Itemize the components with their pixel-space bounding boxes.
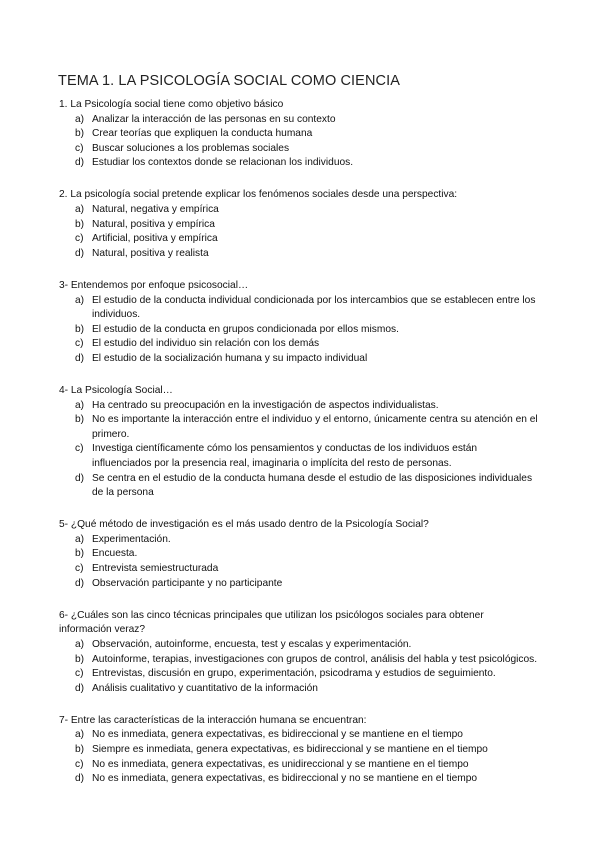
question-1: [59, 98, 539, 171]
question-text: 6- ¿Cuáles son las cinco técnicas principales que utilizan los psicólogos sociales para obtener información veraz?: [59, 609, 484, 636]
option-label: a): [75, 729, 85, 741]
option-text: El estudio de la conducta individual condicionada por los intercambios que se establecen entre los individuos.: [92, 294, 536, 321]
option-c: [59, 142, 539, 157]
option-c: [59, 562, 539, 577]
option-text: Observación participante y no participante: [92, 577, 283, 589]
option-label: c): [75, 563, 84, 575]
option-text: Buscar soluciones a los problemas sociales: [92, 142, 290, 154]
option-text: Encuesta.: [92, 548, 138, 560]
option-text: Crear teorías que expliquen la conducta humana: [92, 128, 313, 140]
question-text: 3- Entendemos por enfoque psicosocial…: [59, 279, 249, 291]
option-text: Experimentación.: [92, 533, 171, 545]
option-d: [59, 772, 539, 787]
option-c: [59, 667, 539, 682]
option-label: c): [75, 758, 84, 770]
option-label: c): [75, 233, 84, 245]
option-b: [59, 743, 539, 758]
option-text: Natural, positiva y realista: [92, 247, 209, 259]
option-text: Estudiar los contextos donde se relacionan los individuos.: [92, 157, 354, 169]
option-text: El estudio de la socialización humana y su impacto individual: [92, 352, 368, 364]
option-b: [59, 413, 539, 442]
option-label: d): [75, 773, 85, 785]
option-text: Autoinforme, terapias, investigaciones con grupos de control, análisis del habla y test psicológicos.: [92, 653, 538, 665]
option-label: a): [75, 204, 85, 216]
option-b: [59, 653, 539, 668]
option-label: c): [75, 338, 84, 350]
option-list: [59, 294, 539, 367]
option-label: d): [75, 682, 85, 694]
option-b: [59, 547, 539, 562]
option-a: [59, 203, 539, 218]
option-a: [59, 533, 539, 548]
option-label: b): [75, 548, 85, 560]
option-text: Análisis cualitativo y cuantitativo de la información: [92, 682, 318, 694]
option-label: a): [75, 113, 85, 125]
option-label: a): [75, 533, 85, 545]
question-text: 2. La psicología social pretende explicar los fenómenos sociales desde una perspectiva:: [59, 189, 458, 201]
option-d: [59, 156, 539, 171]
question-5: [59, 518, 539, 591]
option-label: b): [75, 653, 85, 665]
option-text: Natural, negativa y empírica: [92, 204, 219, 216]
option-a: [59, 399, 539, 414]
option-d: [59, 577, 539, 592]
option-list: [59, 533, 539, 591]
option-text: Se centra en el estudio de la conducta humana desde el estudio de las disposiciones individuales de la persona: [92, 472, 533, 499]
option-a: [59, 728, 539, 743]
option-d: [59, 682, 539, 697]
option-c: [59, 337, 539, 352]
option-list: [59, 203, 539, 261]
option-label: c): [75, 142, 84, 154]
question-3: [59, 279, 539, 367]
option-text: Investiga científicamente cómo los pensamientos y conductas de los individuos están influenciados por la presencia real, imaginaria o implícita del resto de personas.: [92, 443, 478, 469]
option-text: Analizar la interacción de las personas en su contexto: [92, 113, 336, 125]
option-b: [59, 323, 539, 338]
question-7: [59, 714, 539, 787]
option-d: [59, 247, 539, 262]
option-label: d): [75, 472, 85, 484]
option-list: [59, 728, 539, 786]
option-label: d): [75, 352, 85, 364]
option-label: b): [75, 218, 85, 230]
option-b: [59, 218, 539, 233]
option-a: [59, 113, 539, 128]
document-title: TEMA 1. LA PSICOLOGÍA SOCIAL COMO CIENCIA: [58, 73, 400, 89]
option-text: Siempre es inmediata, genera expectativas, es bidireccional y se mantiene en el tiempo: [92, 743, 488, 755]
question-list: [59, 98, 539, 804]
option-list: [59, 399, 539, 501]
option-label: b): [75, 414, 85, 426]
option-label: c): [75, 443, 84, 455]
option-label: d): [75, 577, 85, 589]
question-text: 1. La Psicología social tiene como objetivo básico: [59, 99, 284, 110]
option-label: b): [75, 743, 85, 755]
option-list: [59, 113, 539, 171]
option-label: c): [75, 668, 84, 680]
option-label: a): [75, 638, 85, 650]
option-text: Entrevista semiestructurada: [92, 563, 219, 575]
question-2: [59, 188, 539, 261]
option-c: [59, 442, 539, 471]
option-c: [59, 232, 539, 247]
option-label: b): [75, 323, 85, 335]
option-text: Observación, autoinforme, encuesta, test y escalas y experimentación.: [92, 638, 412, 650]
option-b: [59, 127, 539, 142]
option-label: a): [75, 399, 85, 411]
option-text: No es inmediata, genera expectativas, es unidireccional y se mantiene en el tiempo: [92, 758, 469, 770]
option-a: [59, 638, 539, 653]
option-text: Entrevistas, discusión en grupo, experimentación, psicodrama y estudios de seguimiento.: [92, 668, 496, 680]
option-text: Natural, positiva y empírica: [92, 218, 215, 230]
question-6: [59, 609, 539, 697]
option-label: d): [75, 247, 85, 259]
option-a: [59, 294, 539, 323]
option-label: d): [75, 157, 85, 169]
option-d: [59, 472, 539, 501]
option-label: b): [75, 128, 85, 140]
option-label: a): [75, 294, 85, 306]
option-text: Ha centrado su preocupación en la investigación de aspectos individualistas.: [92, 399, 439, 411]
option-c: [59, 758, 539, 773]
option-d: [59, 352, 539, 367]
option-text: No es inmediata, genera expectativas, es bidireccional y no se mantiene en el tiempo: [92, 773, 478, 785]
option-text: No es inmediata, genera expectativas, es bidireccional y se mantiene en el tiempo: [92, 729, 463, 741]
question-text: 4- La Psicología Social…: [59, 385, 173, 396]
option-text: El estudio de la conducta en grupos condicionada por ellos mismos.: [92, 323, 399, 335]
option-text: Artificial, positiva y empírica: [92, 233, 218, 245]
option-text: No es importante la interacción entre el individuo y el entorno, únicamente centra su atención en el primero.: [92, 414, 538, 440]
question-text: 7- Entre las características de la interacción humana se encuentran:: [59, 714, 367, 726]
option-list: [59, 638, 539, 696]
option-text: El estudio del individuo sin relación con los demás: [92, 338, 320, 350]
question-text: 5- ¿Qué método de investigación es el más usado dentro de la Psicología Social?: [59, 519, 429, 531]
question-4: [59, 384, 539, 501]
